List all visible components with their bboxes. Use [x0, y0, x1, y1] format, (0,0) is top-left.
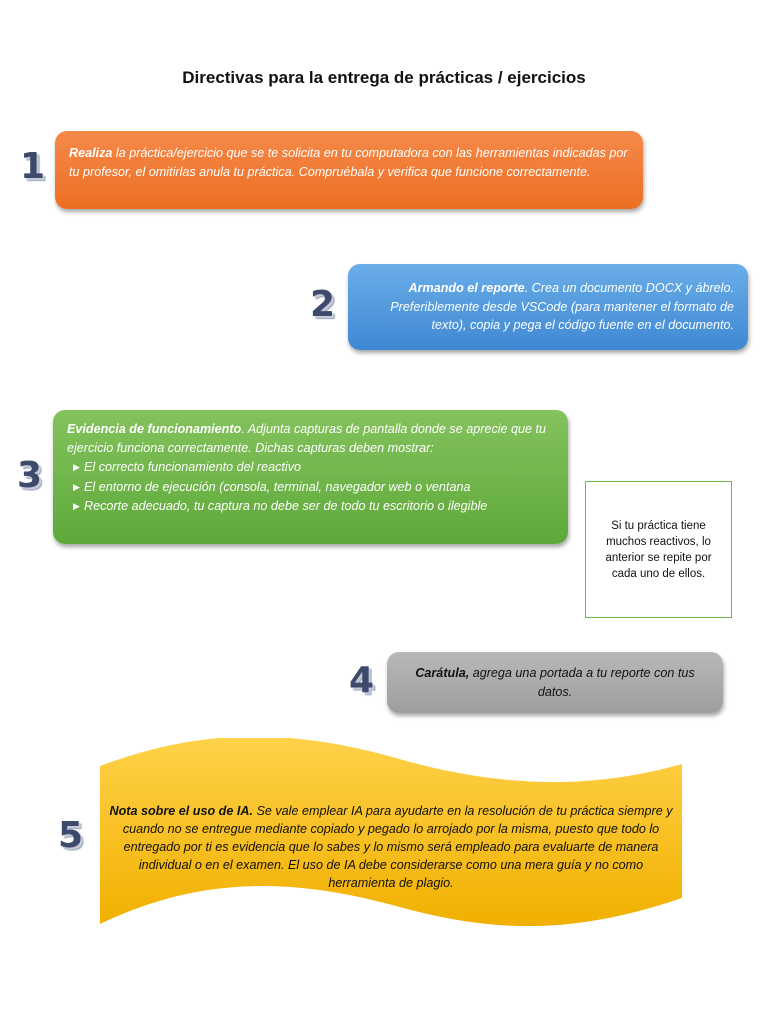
step-5-text: Se vale emplear IA para ayudarte en la resolución de tu práctica siempre y cuando no se entregue mediante copiado y pegado lo arrojado por la misma, puesto que todo lo entregado por ti es evidencia que lo sabes y lo mismo será empleado para evaluarte de manera individual o en el examen. El uso de IA debe considerarse como una mera guía y no como herramienta de plagio. [122, 804, 673, 890]
triangle-right-icon: ▶ [73, 462, 80, 472]
triangle-right-icon: ▶ [73, 481, 80, 492]
triangle-right-icon: ▶ [73, 501, 80, 511]
step-5-box [108, 802, 674, 892]
step-3-text: . Adjunta capturas de pantalla donde se aprecie que tu ejercicio funciona correctamente. Dichas capturas deben mostrar: [67, 422, 547, 455]
step-2-text: . Crea un documento DOCX y ábrelo. Preferiblemente desde VSCode (para mantener el formato de texto), copia y pega el código fuente en el documento. [390, 281, 734, 332]
step-number-4: 4 [349, 660, 375, 701]
step-4-text: agrega una portada a tu reporte con tus datos. [469, 666, 695, 699]
list-item: ▶ Recorte adecuado, tu captura no debe ser de todo tu escritorio o ilegible [73, 497, 554, 516]
step-number-3: 3 [17, 455, 43, 496]
step-number-1: 1 [20, 146, 46, 187]
step-3-box [53, 410, 568, 544]
step-4-lead: Carátula, [415, 666, 470, 680]
step-1-box [55, 131, 643, 209]
step-3-bullet-list [67, 458, 554, 516]
step-1-lead: Realiza [69, 146, 113, 160]
step-number-2: 2 [310, 284, 336, 325]
step-1-text: la práctica/ejercicio que se te solicita en tu computadora con las herramientas indicadas por tu profesor, el omitirlas anula tu práctica. Compruébala y verifica que funcione correctamente. [69, 146, 628, 179]
step-4-box [387, 652, 723, 713]
list-item: ▶ El correcto funcionamiento del reactivo [73, 458, 554, 477]
step-number-5: 5 [58, 815, 84, 856]
step-3-lead: Evidencia de funcionamiento [67, 422, 242, 436]
step-5-lead: Nota sobre el uso de IA. [109, 804, 253, 818]
step-2-lead: Armando el reporte [408, 281, 525, 295]
step-2-box [348, 264, 748, 350]
side-note-text: Si tu práctica tiene muchos reactivos, lo anterior se repite por cada uno de ellos. [605, 519, 712, 580]
page-title: Directivas para la entrega de prácticas / ejercicios [182, 68, 586, 87]
side-note-box [585, 481, 732, 618]
list-item: ▶ El entorno de ejecución (consola, terminal, navegador web o ventana [73, 478, 554, 497]
